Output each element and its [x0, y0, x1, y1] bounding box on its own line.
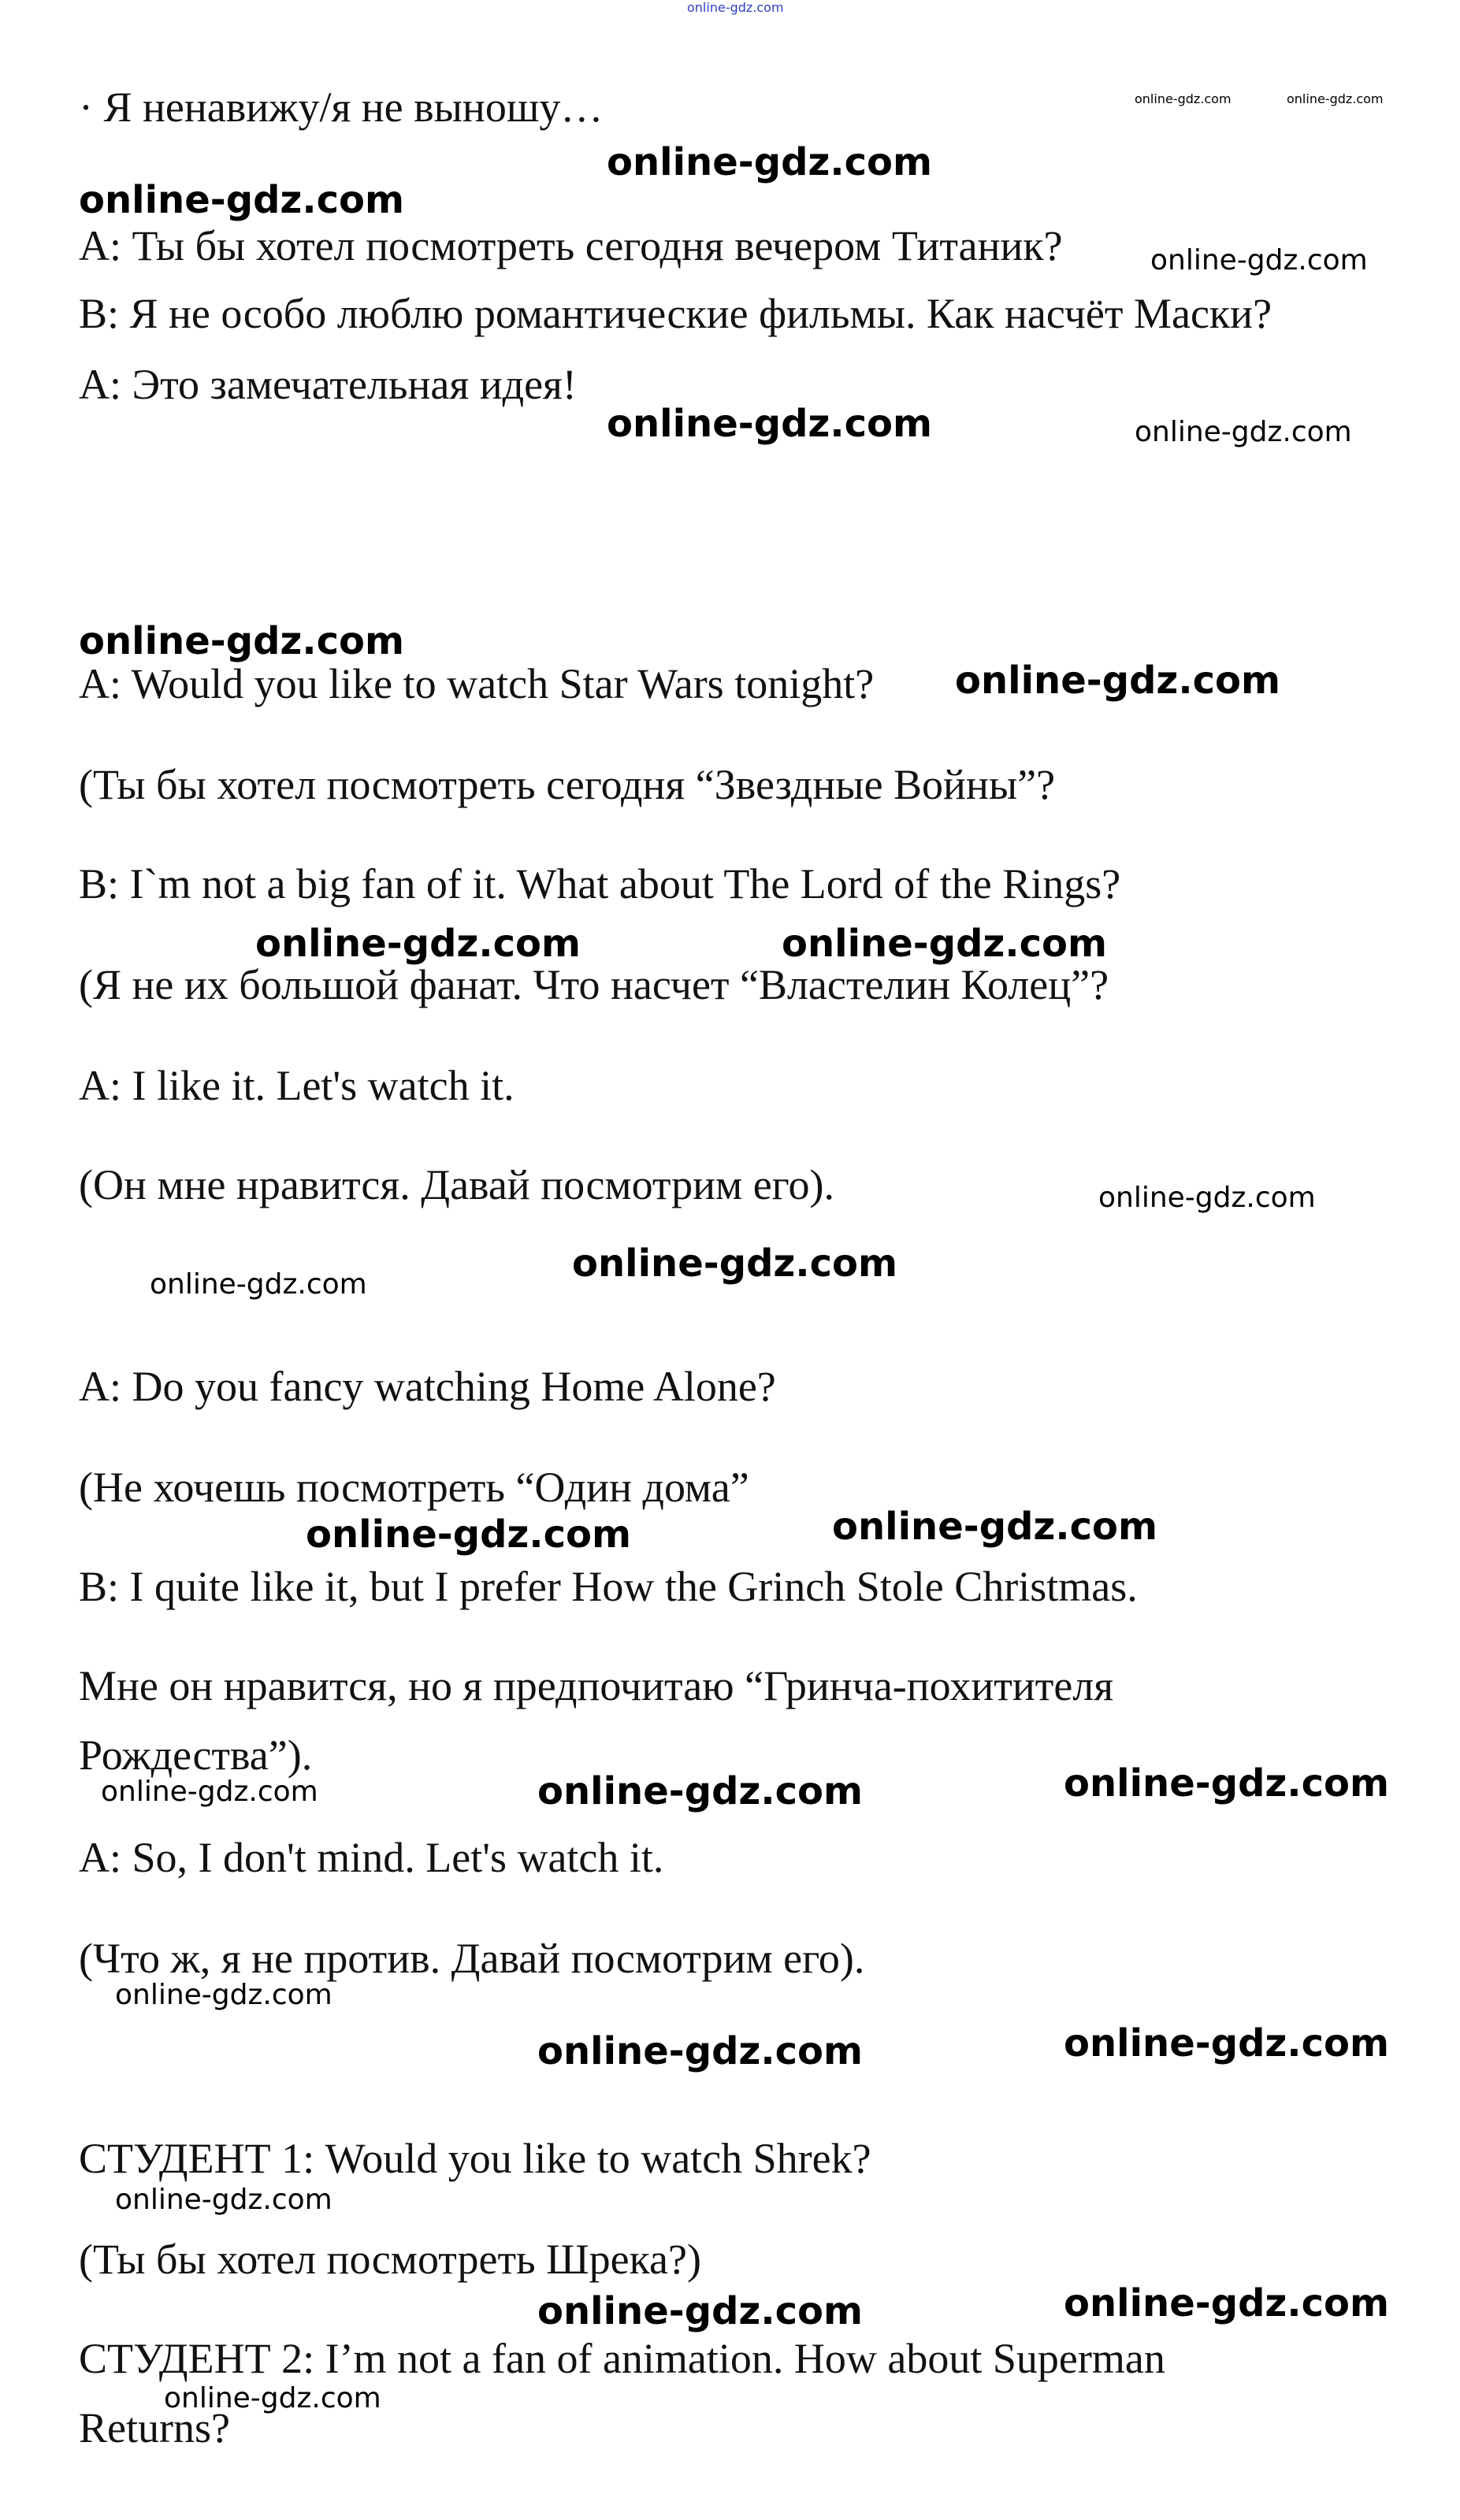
watermark: online-gdz.com [1150, 244, 1368, 276]
text-line: A: So, I don't mind. Let's watch it. [79, 1834, 664, 1881]
text-line: B: I quite like it, but I prefer How the Grinch Stole Christmas. [79, 1563, 1138, 1610]
watermark: online-gdz.com [150, 1268, 367, 1301]
watermark: online-gdz.com [1064, 2021, 1390, 2065]
watermark: online-gdz.com [255, 922, 581, 966]
watermark-top: online-gdz.com [687, 0, 784, 15]
watermark: online-gdz.com [115, 2184, 332, 2216]
text-line: (Ты бы хотел посмотреть Шрека?) [79, 2236, 701, 2283]
watermark: online-gdz.com [572, 1241, 898, 1286]
text-line: · Я ненавижу/я не выношу… [79, 84, 604, 131]
watermark: online-gdz.com [79, 619, 405, 663]
watermark: online-gdz.com [164, 2382, 381, 2414]
text-line: СТУДЕНТ 2: I’m not a fan of animation. How about Superman [79, 2335, 1165, 2382]
watermark: online-gdz.com [1098, 1182, 1316, 1214]
watermark: online-gdz.com [101, 1776, 318, 1808]
text-line: Returns? [79, 2404, 230, 2451]
watermark: online-gdz.com [1135, 416, 1352, 448]
text-line: (Он мне нравится. Давай посмотрим его). [79, 1161, 834, 1208]
text-line: A: Do you fancy watching Home Alone? [79, 1363, 776, 1410]
watermark: online-gdz.com [782, 922, 1108, 966]
text-line: (Я не их большой фанат. Что насчет “Властелин Колец”? [79, 961, 1109, 1008]
text-line: (Ты бы хотел посмотреть сегодня “Звездные Войны”? [79, 761, 1056, 808]
watermark: online-gdz.com [537, 2289, 864, 2333]
watermark: online-gdz.com [115, 1979, 332, 2011]
text-line: (Не хочешь посмотреть “Один дома” [79, 1464, 749, 1511]
watermark: online-gdz.com [607, 140, 933, 184]
watermark: online-gdz.com [537, 2029, 864, 2073]
watermark: online-gdz.com [306, 1512, 632, 1557]
text-line: A: I like it. Let's watch it. [79, 1062, 515, 1109]
text-line: A: Would you like to watch Star Wars tonight? [79, 660, 875, 707]
watermark: online-gdz.com [1064, 1761, 1390, 1806]
watermark: online-gdz.com [79, 178, 405, 222]
watermark: online-gdz.com [607, 402, 933, 446]
text-line: Мне он нравится, но я предпочитаю “Гринча-похитителя [79, 1662, 1114, 1709]
text-line: СТУДЕНТ 1: Would you like to watch Shrek? [79, 2135, 871, 2182]
text-line: B: I`m not a big fan of it. What about The Lord of the Rings? [79, 860, 1121, 907]
text-line: A: Это замечательная идея! [79, 361, 577, 408]
watermark: online-gdz.com [537, 1769, 864, 1813]
watermark: online-gdz.com [1287, 91, 1384, 106]
text-line: (Что ж, я не против. Давай посмотрим его). [79, 1935, 865, 1982]
watermark: online-gdz.com [1064, 2281, 1390, 2325]
watermark: online-gdz.com [832, 1505, 1158, 1549]
watermark: online-gdz.com [955, 659, 1281, 703]
text-line: Рождества”). [79, 1731, 313, 1779]
text-line: A: Ты бы хотел посмотреть сегодня вечером Титаник? [79, 222, 1063, 269]
watermark: online-gdz.com [1135, 91, 1232, 106]
text-line: B: Я не особо люблю романтические фильмы. Как насчёт Маски? [79, 290, 1272, 337]
